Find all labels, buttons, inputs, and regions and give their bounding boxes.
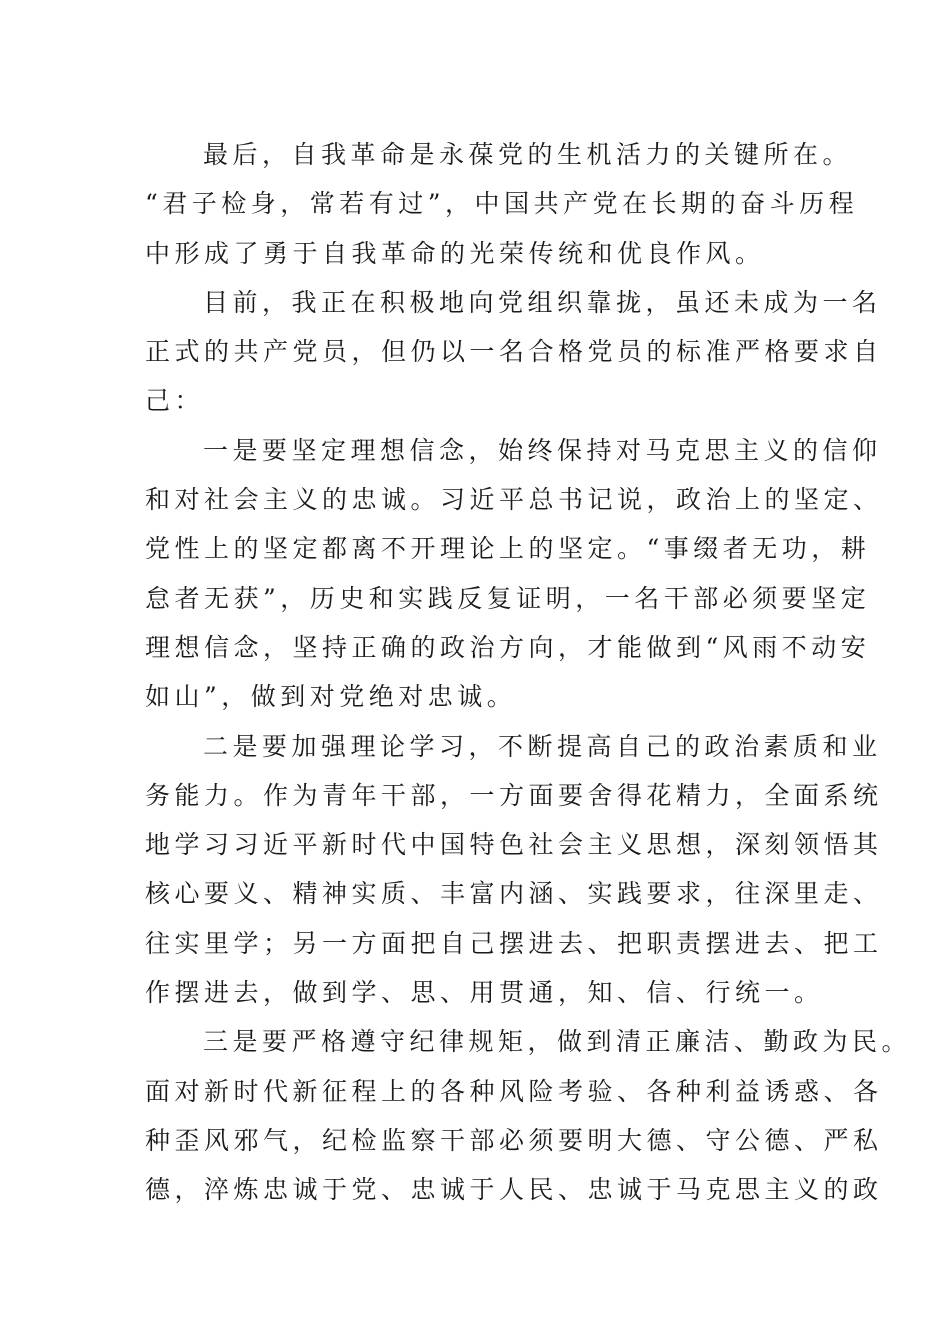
text-line: 如山”，做到对党绝对忠诚。 [145,682,517,712]
paragraph-current-status [145,278,883,426]
paragraph-self-revolution [145,130,859,278]
text-line: 德，淬炼忠诚于党、忠诚于人民、忠诚于马克思主义的政 [145,1175,883,1205]
text-line: 务能力。作为青年干部，一方面要舍得花精力，全面系统 [145,780,883,810]
document-body [145,130,912,1215]
text-line: 一是要坚定理想信念，始终保持对马克思主义的信仰 [203,435,882,465]
text-line: “君子检身，常若有过”，中国共产党在长期的奋斗历程 [145,189,859,219]
text-line: 地学习习近平新时代中国特色社会主义思想，深刻领悟其 [145,830,883,860]
text-line: 党性上的坚定都离不开理论上的坚定。“事缀者无功，耕 [145,534,871,564]
text-line: 和对社会主义的忠诚。习近平总书记说，政治上的坚定、 [145,485,883,515]
text-line: 三是要严格遵守纪律规矩，做到清正廉洁、勤政为民。 [203,1027,912,1057]
paragraph-point-two [145,722,883,1018]
text-line: 往实里学；另一方面把自己摆进去、把职责摆进去、把工 [145,928,883,958]
text-line: 中形成了勇于自我革命的光荣传统和优良作风。 [145,238,765,268]
text-line: 己： [145,386,205,416]
text-line: 作摆进去，做到学、思、用贯通，知、信、行统一。 [145,978,824,1008]
paragraph-point-one [145,426,883,722]
text-line: 理想信念，坚持正确的政治方向，才能做到“风雨不动安 [145,632,871,662]
text-line: 核心要义、精神实质、丰富内涵、实践要求，往深里走、 [145,879,883,909]
paragraph-point-three [145,1017,912,1214]
text-line: 怠者无获”，历史和实践反复证明，一名干部必须要坚定 [145,583,871,613]
text-line: 面对新时代新征程上的各种风险考验、各种利益诱惑、各 [145,1076,883,1106]
text-line: 目前，我正在积极地向党组织靠拢，虽还未成为一名 [203,287,882,317]
text-line: 正式的共产党员，但仍以一名合格党员的标准严格要求自 [145,337,883,367]
text-line: 最后，自我革命是永葆党的生机活力的关键所在。 [203,140,853,169]
text-line: 种歪风邪气，纪检监察干部必须要明大德、守公德、严私 [145,1125,883,1155]
text-line: 二是要加强理论学习，不断提高自己的政治素质和业 [203,731,882,761]
